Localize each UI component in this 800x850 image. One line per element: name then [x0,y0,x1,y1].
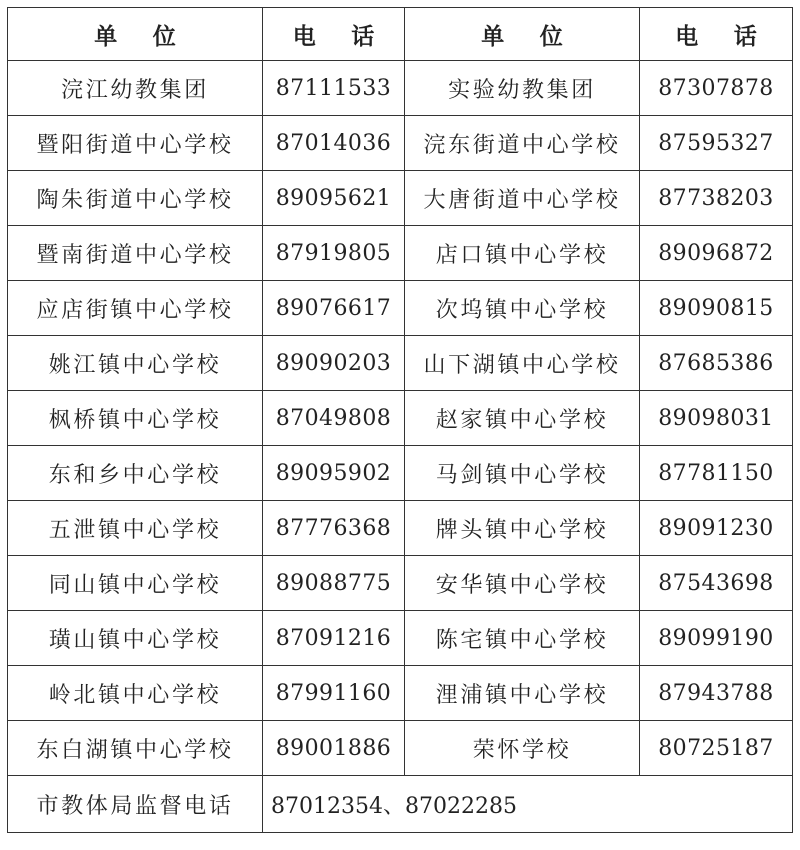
phone-right: 87543698 [640,556,793,611]
table-row [8,336,793,391]
phone-left: 87091216 [263,611,405,666]
unit-right: 马剑镇中心学校 [405,446,640,501]
unit-left: 姚江镇中心学校 [8,336,263,391]
unit-right: 浣东街道中心学校 [405,116,640,171]
phone-right: 87595327 [640,116,793,171]
contact-table [7,7,793,833]
table-body [8,61,793,776]
header-row [8,8,793,61]
unit-right: 实验幼教集团 [405,61,640,116]
unit-right: 安华镇中心学校 [405,556,640,611]
unit-left: 暨南街道中心学校 [8,226,263,281]
header-phone-right: 电 话 [640,8,793,61]
unit-right: 浬浦镇中心学校 [405,666,640,721]
phone-right: 87781150 [640,446,793,501]
phone-right: 89098031 [640,391,793,446]
phone-right: 89096872 [640,226,793,281]
phone-left: 87919805 [263,226,405,281]
table-row [8,556,793,611]
phone-right: 89091230 [640,501,793,556]
unit-right: 大唐街道中心学校 [405,171,640,226]
header-unit-left: 单 位 [8,8,263,61]
unit-right: 次坞镇中心学校 [405,281,640,336]
unit-left: 璜山镇中心学校 [8,611,263,666]
table-row [8,171,793,226]
phone-right: 87943788 [640,666,793,721]
table-row [8,116,793,171]
unit-right: 店口镇中心学校 [405,226,640,281]
phone-right: 89090815 [640,281,793,336]
unit-left: 枫桥镇中心学校 [8,391,263,446]
unit-left: 五泄镇中心学校 [8,501,263,556]
table-row [8,721,793,776]
unit-left: 浣江幼教集团 [8,61,263,116]
unit-left: 陶朱街道中心学校 [8,171,263,226]
table-row [8,61,793,116]
table-row [8,446,793,501]
phone-left: 87111533 [263,61,405,116]
phone-left: 87991160 [263,666,405,721]
phone-left: 89001886 [263,721,405,776]
unit-left: 东白湖镇中心学校 [8,721,263,776]
table-row [8,611,793,666]
header-phone-left: 电 话 [263,8,405,61]
unit-left: 同山镇中心学校 [8,556,263,611]
table-row [8,281,793,336]
unit-right: 荣怀学校 [405,721,640,776]
unit-right: 山下湖镇中心学校 [405,336,640,391]
table-row [8,666,793,721]
phone-right: 89099190 [640,611,793,666]
phone-right: 87738203 [640,171,793,226]
table-row [8,501,793,556]
table-row [8,226,793,281]
phone-left: 89095902 [263,446,405,501]
unit-left: 东和乡中心学校 [8,446,263,501]
unit-left: 应店街镇中心学校 [8,281,263,336]
phone-left: 89095621 [263,171,405,226]
phone-right: 87685386 [640,336,793,391]
phone-left: 87049808 [263,391,405,446]
unit-right: 牌头镇中心学校 [405,501,640,556]
footer-row [8,776,793,833]
phone-left: 87014036 [263,116,405,171]
table-row [8,391,793,446]
supervision-phone-value: 87012354、87022285 [263,776,793,833]
phone-left: 89088775 [263,556,405,611]
phone-left: 89090203 [263,336,405,391]
phone-left: 87776368 [263,501,405,556]
unit-right: 赵家镇中心学校 [405,391,640,446]
header-unit-right: 单 位 [405,8,640,61]
phone-right: 80725187 [640,721,793,776]
phone-right: 87307878 [640,61,793,116]
unit-left: 暨阳街道中心学校 [8,116,263,171]
unit-left: 岭北镇中心学校 [8,666,263,721]
phone-left: 89076617 [263,281,405,336]
supervision-phone-label: 市教体局监督电话 [8,776,263,833]
unit-right: 陈宅镇中心学校 [405,611,640,666]
